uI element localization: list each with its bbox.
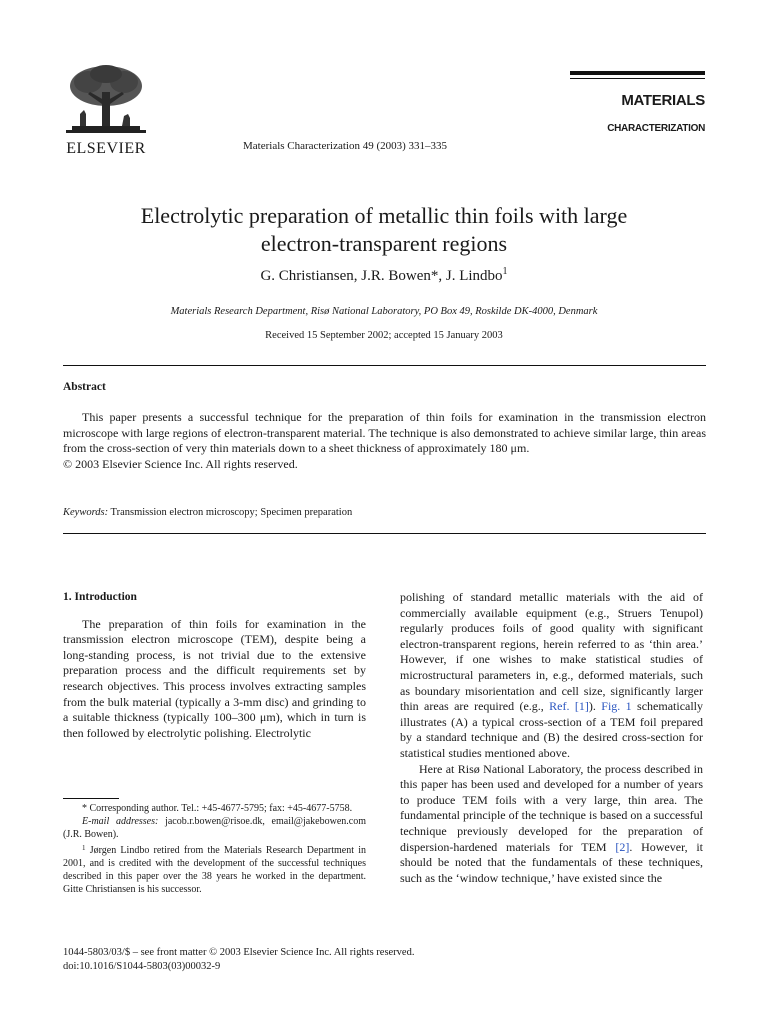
article-title-line1: Electrolytic preparation of metallic thin foils with large <box>140 203 628 228</box>
intro-paragraph-2: polishing of standard metallic materials with the aid of commercially available equipment (e.g., Struers Tenupol) regularly produces foils of good quality with significant electron-transparent regions, herein referred to as ‘thin area.’ However, if one wishes to make statistical studies of microstructural parameters in, e.g., deformed materials, such as boundary misorientation and cell size, significantly larger thin areas are required (e.g., Ref. [1]). Fig. 1 schematically illustrates (A) a typical cross-section of a TEM foil prepared by a standard technique and (B) the desired cross-section for statistical studies mentioned above. <box>400 590 704 760</box>
journal-citation: Materials Characterization 49 (2003) 331–335 <box>243 140 448 152</box>
page-footer <box>63 946 414 974</box>
article-title <box>60 202 708 258</box>
issn-line: 1044-5803/03/$ – see front matter © 2003 Elsevier Science Inc. All rights reserved. <box>63 947 415 958</box>
abstract-copyright: © 2003 Elsevier Science Inc. All rights reserved. <box>63 456 298 471</box>
article-authors <box>60 266 708 285</box>
abstract-heading: Abstract <box>63 381 106 393</box>
footnotes <box>63 802 366 896</box>
keywords <box>63 507 352 518</box>
author-affiliation: Materials Research Department, Risø National Laboratory, PO Box 49, Roskilde DK-4000, Denmark <box>170 306 598 317</box>
journal-title-rule-thin <box>570 78 705 79</box>
keywords-label: Keywords: <box>63 507 109 518</box>
section-heading: 1. Introduction <box>63 591 137 603</box>
intro-paragraph-3: Here at Risø National Laboratory, the process described in this paper has been used and developed for a number of years to produce TEM foils with a very large, thin area. The fundamental principle of the technique is based on a successful technique previously developed for the preparation of dispersion-hardened materials for TEM [2]. However, it should be noted that the fundamentals of these techniques, such as the ‘window technique,’ have existed since the <box>400 761 704 885</box>
footnote-rule <box>63 798 119 799</box>
abstract-text: This paper presents a successful technique for the preparation of thin foils for examination in the transmission electron microscope with large regions of electron-transparent material. The technique is also demonstrated to achieve similar large, thin areas from the cross-section of very thin materials down to a sheet thickness of approximately 180 μm. <box>63 410 706 456</box>
fig-1-link[interactable]: Fig. 1 <box>601 699 632 714</box>
ref-1-link[interactable]: Ref. [1] <box>549 699 589 714</box>
journal-title-line1: MATERIALS <box>621 92 705 109</box>
publisher-name: ELSEVIER <box>66 140 146 157</box>
authors-text: G. Christiansen, J.R. Bowen*, J. Lindbo <box>260 268 503 284</box>
ref-2-link[interactable]: [2] <box>615 839 630 854</box>
email-note: E-mail addresses: jacob.r.bowen@risoe.dk, email@jakebowen.com (J.R. Bowen). <box>63 816 366 841</box>
keywords-text: Transmission electron microscopy; Specimen preparation <box>110 507 353 518</box>
abstract-top-rule <box>63 365 706 366</box>
article-title-line2: electron-transparent regions <box>260 231 508 256</box>
abstract-bottom-rule <box>63 533 706 534</box>
intro-paragraph-1: The preparation of thin foils for examination in the transmission electron microscope (TEM), despite being a long-standing process, is not trivial due to the extensive preparation process and the difficult requirements set by research objectives. This process involves extracting samples from the bulk material (typically a 3-mm disc) and grinding to a suitable thickness (typically 100–300 μm), which in turn is then followed by electrolytic polishing. Electrolytic <box>63 616 366 740</box>
doi-line: doi:10.1016/S1044-5803(03)00032-9 <box>63 961 221 972</box>
corresponding-author-note: * Corresponding author. Tel.: +45-4677-5795; fax: +45-4677-5758. <box>82 803 353 814</box>
left-column <box>63 590 366 741</box>
received-dates: Received 15 September 2002; accepted 15 January 2003 <box>265 330 503 341</box>
right-column <box>400 590 703 886</box>
journal-title-rule <box>570 71 705 75</box>
abstract-body <box>63 410 706 472</box>
authors-footnote-marker: 1 <box>502 266 508 277</box>
journal-title-line2: CHARACTERIZATION <box>607 123 705 134</box>
footnote-1: $^1$ Jørgen Lindbo retired from the Materials Research Department in 2001, and is credited with the development of the successful techniques described in this paper over the 38 years he worked in the department. Gitte Christiansen is his successor. <box>63 843 367 896</box>
